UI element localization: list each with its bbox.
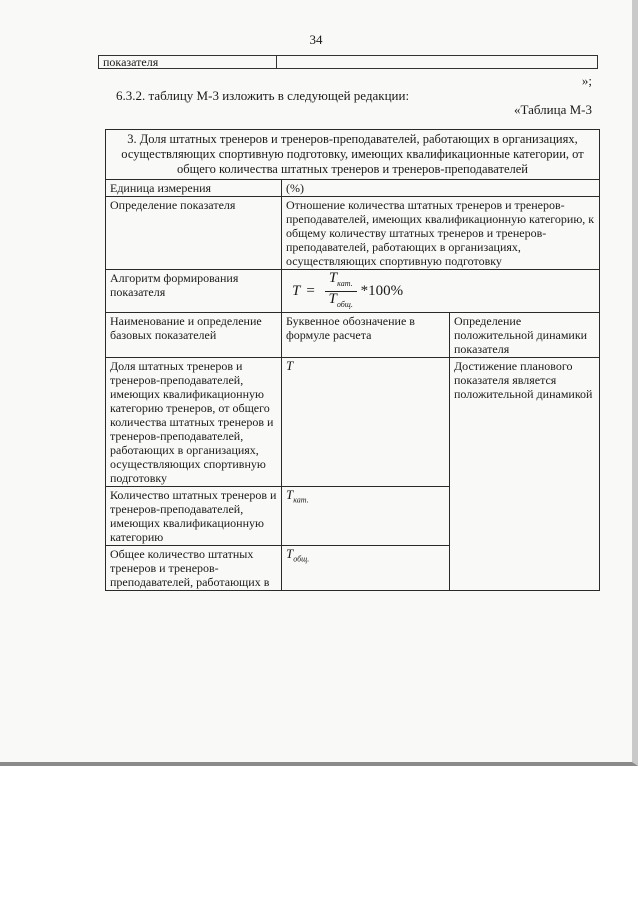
symbol-letter: T xyxy=(286,546,294,561)
indicator-table xyxy=(105,129,600,591)
base-indicator-symbol xyxy=(282,358,450,487)
previous-table-row-label: показателя xyxy=(99,56,277,68)
formula-equals: = xyxy=(306,283,315,299)
formula xyxy=(286,271,595,311)
definition-value: Отношение количества штатных тренеров и тренеров-преподавателей, имеющих квалификационную категорию, к общему количеству штатных тренеров и тренеров-преподавателей, работающих в организациях, осуществляющих спортивную подготовку xyxy=(282,197,600,270)
formula-numerator xyxy=(325,271,357,292)
table-title-row xyxy=(106,130,600,180)
closing-quote: »; xyxy=(581,73,592,88)
base-indicator-name: Доля штатных тренеров и тренеров-преподавателей, имеющих квалификационную категорию тренеров, от общего количества штатных тренеров и тренеров-преподавателей, работающих в организациях, осуществляющих спортивную подготовку xyxy=(106,358,282,487)
unit-label: Единица измерения xyxy=(106,180,282,197)
unit-value: (%) xyxy=(282,180,600,197)
table-row xyxy=(106,197,600,270)
numerator-subscript: кат. xyxy=(337,278,353,288)
previous-table-fragment xyxy=(98,55,598,69)
algorithm-label: Алгоритм формирования показателя xyxy=(106,270,282,313)
header-dynamics: Определение положительной динамики показателя xyxy=(450,313,600,358)
symbol-subscript: общ. xyxy=(293,554,310,564)
formula-lhs: T xyxy=(292,283,301,299)
numerator-symbol: T xyxy=(328,269,338,286)
formula-fraction xyxy=(325,271,357,312)
formula-denominator xyxy=(329,292,353,312)
symbol-subscript: кат. xyxy=(293,495,309,505)
base-indicator-name: Общее количество штатных тренеров и тренеров-преподавателей, работающих в xyxy=(106,546,282,591)
base-indicator-symbol xyxy=(282,546,450,591)
table-row xyxy=(106,180,600,197)
dynamics-value: Достижение планового показателя является положительной динамикой xyxy=(450,358,600,591)
table-header-row xyxy=(106,313,600,358)
symbol-letter: T xyxy=(286,487,294,502)
amendment-instruction: 6.3.2. таблицу М-3 изложить в следующей редакции: xyxy=(116,88,410,103)
header-symbol: Буквенное обозначение в формуле расчета xyxy=(282,313,450,358)
indicator-title: 3. Доля штатных тренеров и тренеров-преподавателей, работающих в организациях, осуществляющих спортивную подготовку, имеющих квалификационные категории, от общего количества штатных тренеров и тренеров-преподавателей xyxy=(106,130,600,180)
denominator-subscript: общ. xyxy=(336,299,353,309)
denominator-symbol: T xyxy=(328,290,337,307)
base-indicator-symbol xyxy=(282,487,450,546)
table-row xyxy=(106,358,600,487)
page-number: 34 xyxy=(309,32,323,47)
definition-label: Определение показателя xyxy=(106,197,282,270)
symbol-letter: T xyxy=(286,358,294,373)
formula-cell xyxy=(282,270,600,313)
table-row xyxy=(106,270,600,313)
table-label: «Таблица М-3 xyxy=(514,102,592,117)
formula-multiplier: *100% xyxy=(360,283,404,299)
header-name: Наименование и определение базовых показателей xyxy=(106,313,282,358)
base-indicator-name: Количество штатных тренеров и тренеров-преподавателей, имеющих квалификационную категорию xyxy=(106,487,282,546)
